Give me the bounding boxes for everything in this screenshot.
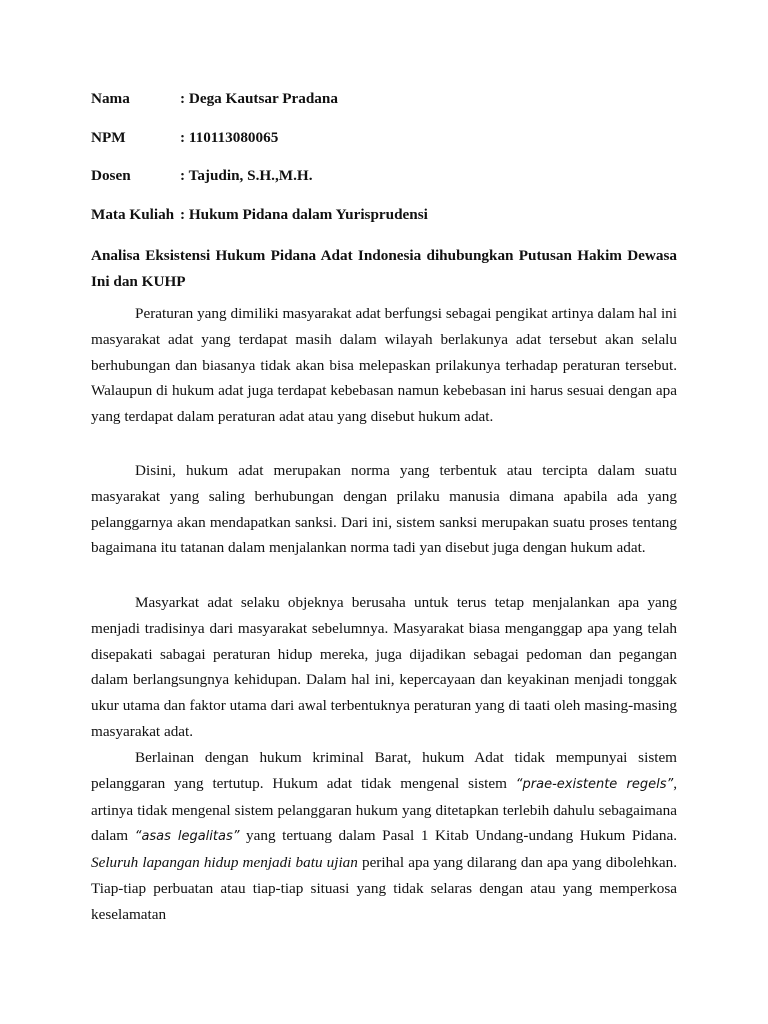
paragraph-4-text-4: perihal apa yang dilarang dan apa yang dibolehkan. Tiap-tiap perbuatan atau tiap-tiap situasi yang tidak selaras dengan atau yang memperkosa keselamatan [91, 854, 677, 923]
dosen-value: : Tajudin, S.H.,M.H. [180, 167, 313, 184]
italic-phrase: Seluruh lapangan hidup menjadi batu ujian [91, 854, 358, 872]
quote-prae-existente-regels: “prae-existente regels” [515, 776, 674, 792]
paragraph-1: Peraturan yang dimiliki masyarakat adat berfungsi sebagai pengikat artinya dalam hal ini masyarakat adat yang terdapat masih dalam wilayah berlakunya adat tersebut akan selalu berhubungan dan biasanya tidak akan bisa melepaskan prilakunya terhadap peraturan tersebut. Walaupun di hukum adat juga terdapat kebebasan namun kebebasan ini harus sesuai dengan apa yang terdapat dalam peraturan adat atau yang disebut hukum adat. [91, 305, 677, 426]
name-value: : Dega Kautsar Pradana [180, 90, 338, 107]
meta-row-npm [91, 128, 278, 148]
npm-label: NPM [91, 129, 126, 146]
paragraph-4 [91, 745, 677, 928]
course-value: : Hukum Pidana dalam Yurisprudensi [180, 206, 428, 223]
meta-row-course [91, 205, 428, 225]
dosen-label: Dosen [91, 167, 131, 184]
paragraph-4-text-1: Berlainan dengan hukum kriminal Barat, hukum Adat tidak mempunyai sistem pelanggaran yang tertutup. Hukum adat tidak mengenal sistem [91, 749, 677, 792]
paragraph-3: Masyarkat adat selaku objeknya berusaha untuk terus tetap menjalankan apa yang menjadi tradisinya dari masyarakat sebelumnya. Masyarakat biasa menganggap apa yang telah disepakati sabagai peraturan hidup mereka, juga dijadikan sebagai pedoman dan pegangan dalam berlangsungnya kehidupan. Dalam hal ini, kepercayaan dan keyakinan menjadi tonggak ukur utama dan faktor utama dari awal terbentuknya peraturan yang di taati oleh masing-masing masyarakat adat. [91, 594, 677, 740]
course-label: Mata Kuliah [91, 206, 175, 223]
paragraph-2: Disini, hukum adat merupakan norma yang terbentuk atau tercipta dalam suatu masyarakat yang saling berhubungan dengan prilaku manusia dimana apabila ada yang pelanggarnya akan mendapatkan sanksi. Dari ini, sistem sanksi merupakan suatu proses tentang bagaimana itu tatanan dalam menjalankan norma tadi yan disebut juga dengan hukum adat. [91, 462, 677, 557]
paragraph-4-text-2: , artinya tidak mengenal sistem pelanggaran hukum yang ditetapkan terlebih dahulu sebagaimana dalam [91, 774, 678, 845]
paragraph-4-text-3: yang tertuang dalam Pasal 1 Kitab Undang-undang Hukum Pidana. [239, 827, 678, 845]
npm-value: : 110113080065 [180, 129, 279, 146]
meta-row-name [91, 89, 338, 109]
meta-row-dosen [91, 166, 313, 186]
document-title: Analisa Eksistensi Hukum Pidana Adat Indonesia dihubungkan Putusan Hakim Dewasa Ini dan KUHP [91, 247, 677, 290]
quote-asas-legalitas: “asas legalitas” [134, 829, 240, 845]
name-label: Nama [91, 90, 130, 107]
